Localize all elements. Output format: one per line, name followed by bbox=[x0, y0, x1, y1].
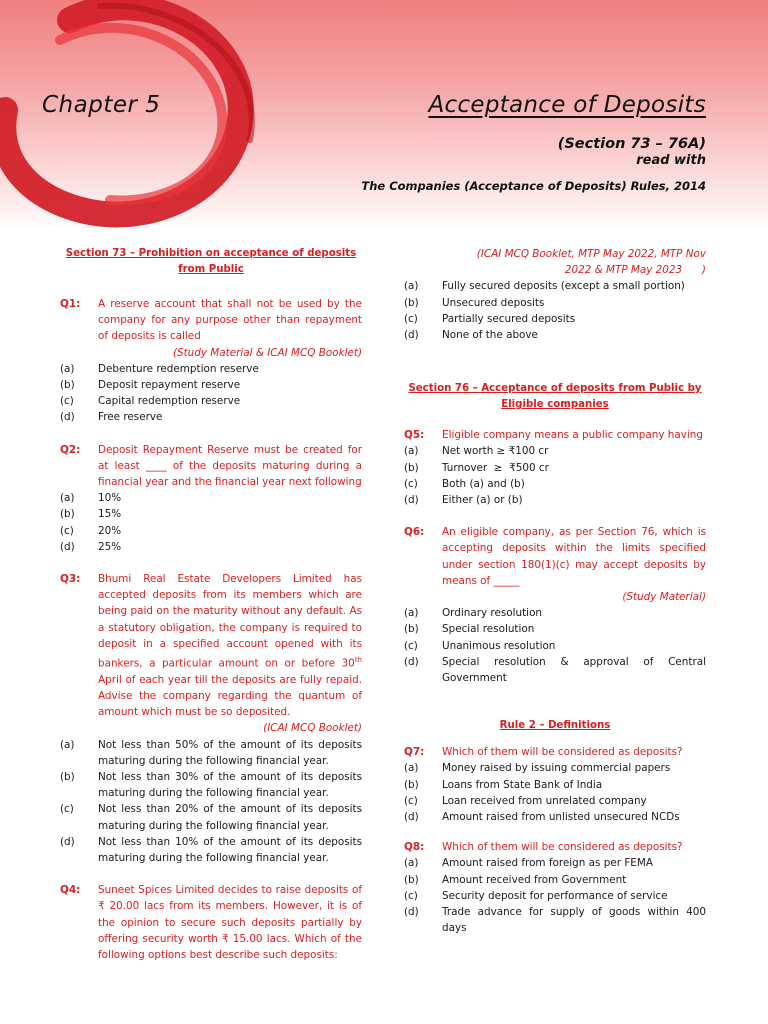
option: (a) 10% bbox=[60, 492, 122, 505]
option: (a) Money raised by issuing commercial papers bbox=[404, 762, 671, 775]
left-column bbox=[60, 246, 362, 963]
question-number: Q8: bbox=[404, 841, 425, 854]
option: (c) Capital redemption reserve bbox=[60, 395, 241, 408]
option: (d) None of the above bbox=[404, 329, 538, 342]
question-text: Bhumi Real Estate Developers Limited has accepted deposits from its members which are being paid on the maturity without any default. As a statutory obligation, the company is required to deposit in a specified account opened with its bankers, a particular amount on or before 30th April of each year till the deposits are fully repaid. Advise the company regarding the quantum of amount which must be so deposited. bbox=[98, 573, 362, 719]
read-with-label: read with bbox=[636, 153, 706, 168]
question-q4 bbox=[60, 882, 362, 963]
chapter-label: Chapter 5 bbox=[42, 92, 161, 118]
option: (a) Ordinary resolution bbox=[404, 607, 543, 620]
option: (c) Loan received from unrelated company bbox=[404, 794, 647, 807]
option: (b) Special resolution bbox=[404, 623, 535, 636]
question-q7 bbox=[404, 744, 706, 760]
option: (a) Debenture redemption reserve bbox=[60, 362, 259, 375]
option: (a) Amount raised from foreign as per FEMA bbox=[404, 857, 653, 870]
option: (c) Unanimous resolution bbox=[404, 639, 556, 652]
question-text: An eligible company, as per Section 76, which is accepting deposits within the limits specified under section 180(1)(c) may accept deposits by means of _____ bbox=[442, 526, 706, 587]
option: (a) Fully secured deposits (except a small portion) bbox=[404, 280, 685, 293]
option: (b) Turnover ≥ ₹500 cr bbox=[404, 461, 549, 474]
section-73-heading: Section 73 – Prohibition on acceptance of deposits from Public bbox=[65, 248, 357, 275]
question-number: Q3: bbox=[60, 573, 81, 586]
question-number: Q6: bbox=[404, 526, 425, 539]
right-column bbox=[404, 246, 706, 937]
option: (d) Free reserve bbox=[60, 411, 163, 424]
option: (d) Trade advance for supply of goods within 400 days bbox=[404, 906, 706, 935]
option: (c) Security deposit for performance of service bbox=[404, 889, 668, 902]
question-text: Deposit Repayment Reserve must be created for at least ____ of the deposits maturing during a financial year and the financial year next following bbox=[98, 443, 362, 489]
question-q1 bbox=[60, 296, 362, 345]
question-source: (Study Material & ICAI MCQ Booklet) bbox=[172, 346, 362, 359]
option: (d) 25% bbox=[60, 540, 122, 553]
rules-reference: The Companies (Acceptance of Deposits) Rules, 2014 bbox=[361, 179, 706, 193]
question-source: (Study Material) bbox=[622, 591, 706, 604]
rule-2-heading: Rule 2 – Definitions bbox=[499, 720, 611, 732]
option: (b) Deposit repayment reserve bbox=[60, 379, 241, 392]
page-title: Acceptance of Deposits bbox=[428, 92, 706, 118]
question-source: (ICAI MCQ Booklet, MTP May 2022, MTP Nov 2022 & MTP May 2023 ) bbox=[476, 248, 706, 277]
option: (a) Not less than 50% of the amount of its deposits maturing during the following financial year. bbox=[60, 738, 362, 767]
option: (a) Net worth ≥ ₹100 cr bbox=[404, 445, 549, 458]
option: (c) Not less than 20% of the amount of its deposits maturing during the following financial year. bbox=[60, 803, 362, 832]
option: (b) Unsecured deposits bbox=[404, 296, 545, 309]
question-text: Suneet Spices Limited decides to raise deposits of ₹ 20.00 lacs from its members. However, it is of the opinion to secure such deposits partially by offering security worth ₹ 15.00 lacs. Which of the following options best describe such deposits: bbox=[98, 884, 362, 961]
question-text: Which of them will be considered as deposits? bbox=[442, 841, 683, 854]
section-range: (Section 73 – 76A) bbox=[557, 136, 706, 152]
option: (c) Partially secured deposits bbox=[404, 312, 576, 325]
question-q8 bbox=[404, 839, 706, 855]
option: (d) Amount raised from unlisted unsecured NCDs bbox=[404, 811, 680, 824]
question-text: A reserve account that shall not be used by the company for any purpose other than repayment of deposits is called bbox=[98, 298, 362, 343]
section-76-heading: Section 76 – Acceptance of deposits from Public by Eligible companies bbox=[408, 383, 702, 411]
option: (d) Special resolution & approval of Central Government bbox=[404, 655, 706, 685]
question-q2 bbox=[60, 442, 362, 491]
question-q6 bbox=[404, 524, 706, 589]
option: (c) 20% bbox=[60, 524, 122, 537]
question-number: Q5: bbox=[404, 429, 425, 442]
question-source: (ICAI MCQ Booklet) bbox=[263, 722, 362, 735]
option: (c) Both (a) and (b) bbox=[404, 477, 525, 490]
question-number: Q1: bbox=[60, 298, 81, 310]
question-q5 bbox=[404, 427, 706, 443]
option: (b) Not less than 30% of the amount of its deposits maturing during the following financial year. bbox=[60, 770, 362, 800]
question-number: Q7: bbox=[404, 746, 425, 759]
question-text: Eligible company means a public company having bbox=[442, 429, 703, 442]
question-text: Which of them will be considered as deposits? bbox=[442, 746, 683, 759]
option: (d) Not less than 10% of the amount of its deposits maturing during the following financial year. bbox=[60, 835, 362, 864]
question-number: Q4: bbox=[60, 884, 81, 897]
option: (b) Amount received from Government bbox=[404, 873, 627, 886]
option: (b) 15% bbox=[60, 508, 122, 521]
option: (b) Loans from State Bank of India bbox=[404, 778, 603, 791]
option: (d) Either (a) or (b) bbox=[404, 494, 523, 507]
question-q3 bbox=[60, 571, 362, 720]
question-number: Q2: bbox=[60, 443, 81, 456]
